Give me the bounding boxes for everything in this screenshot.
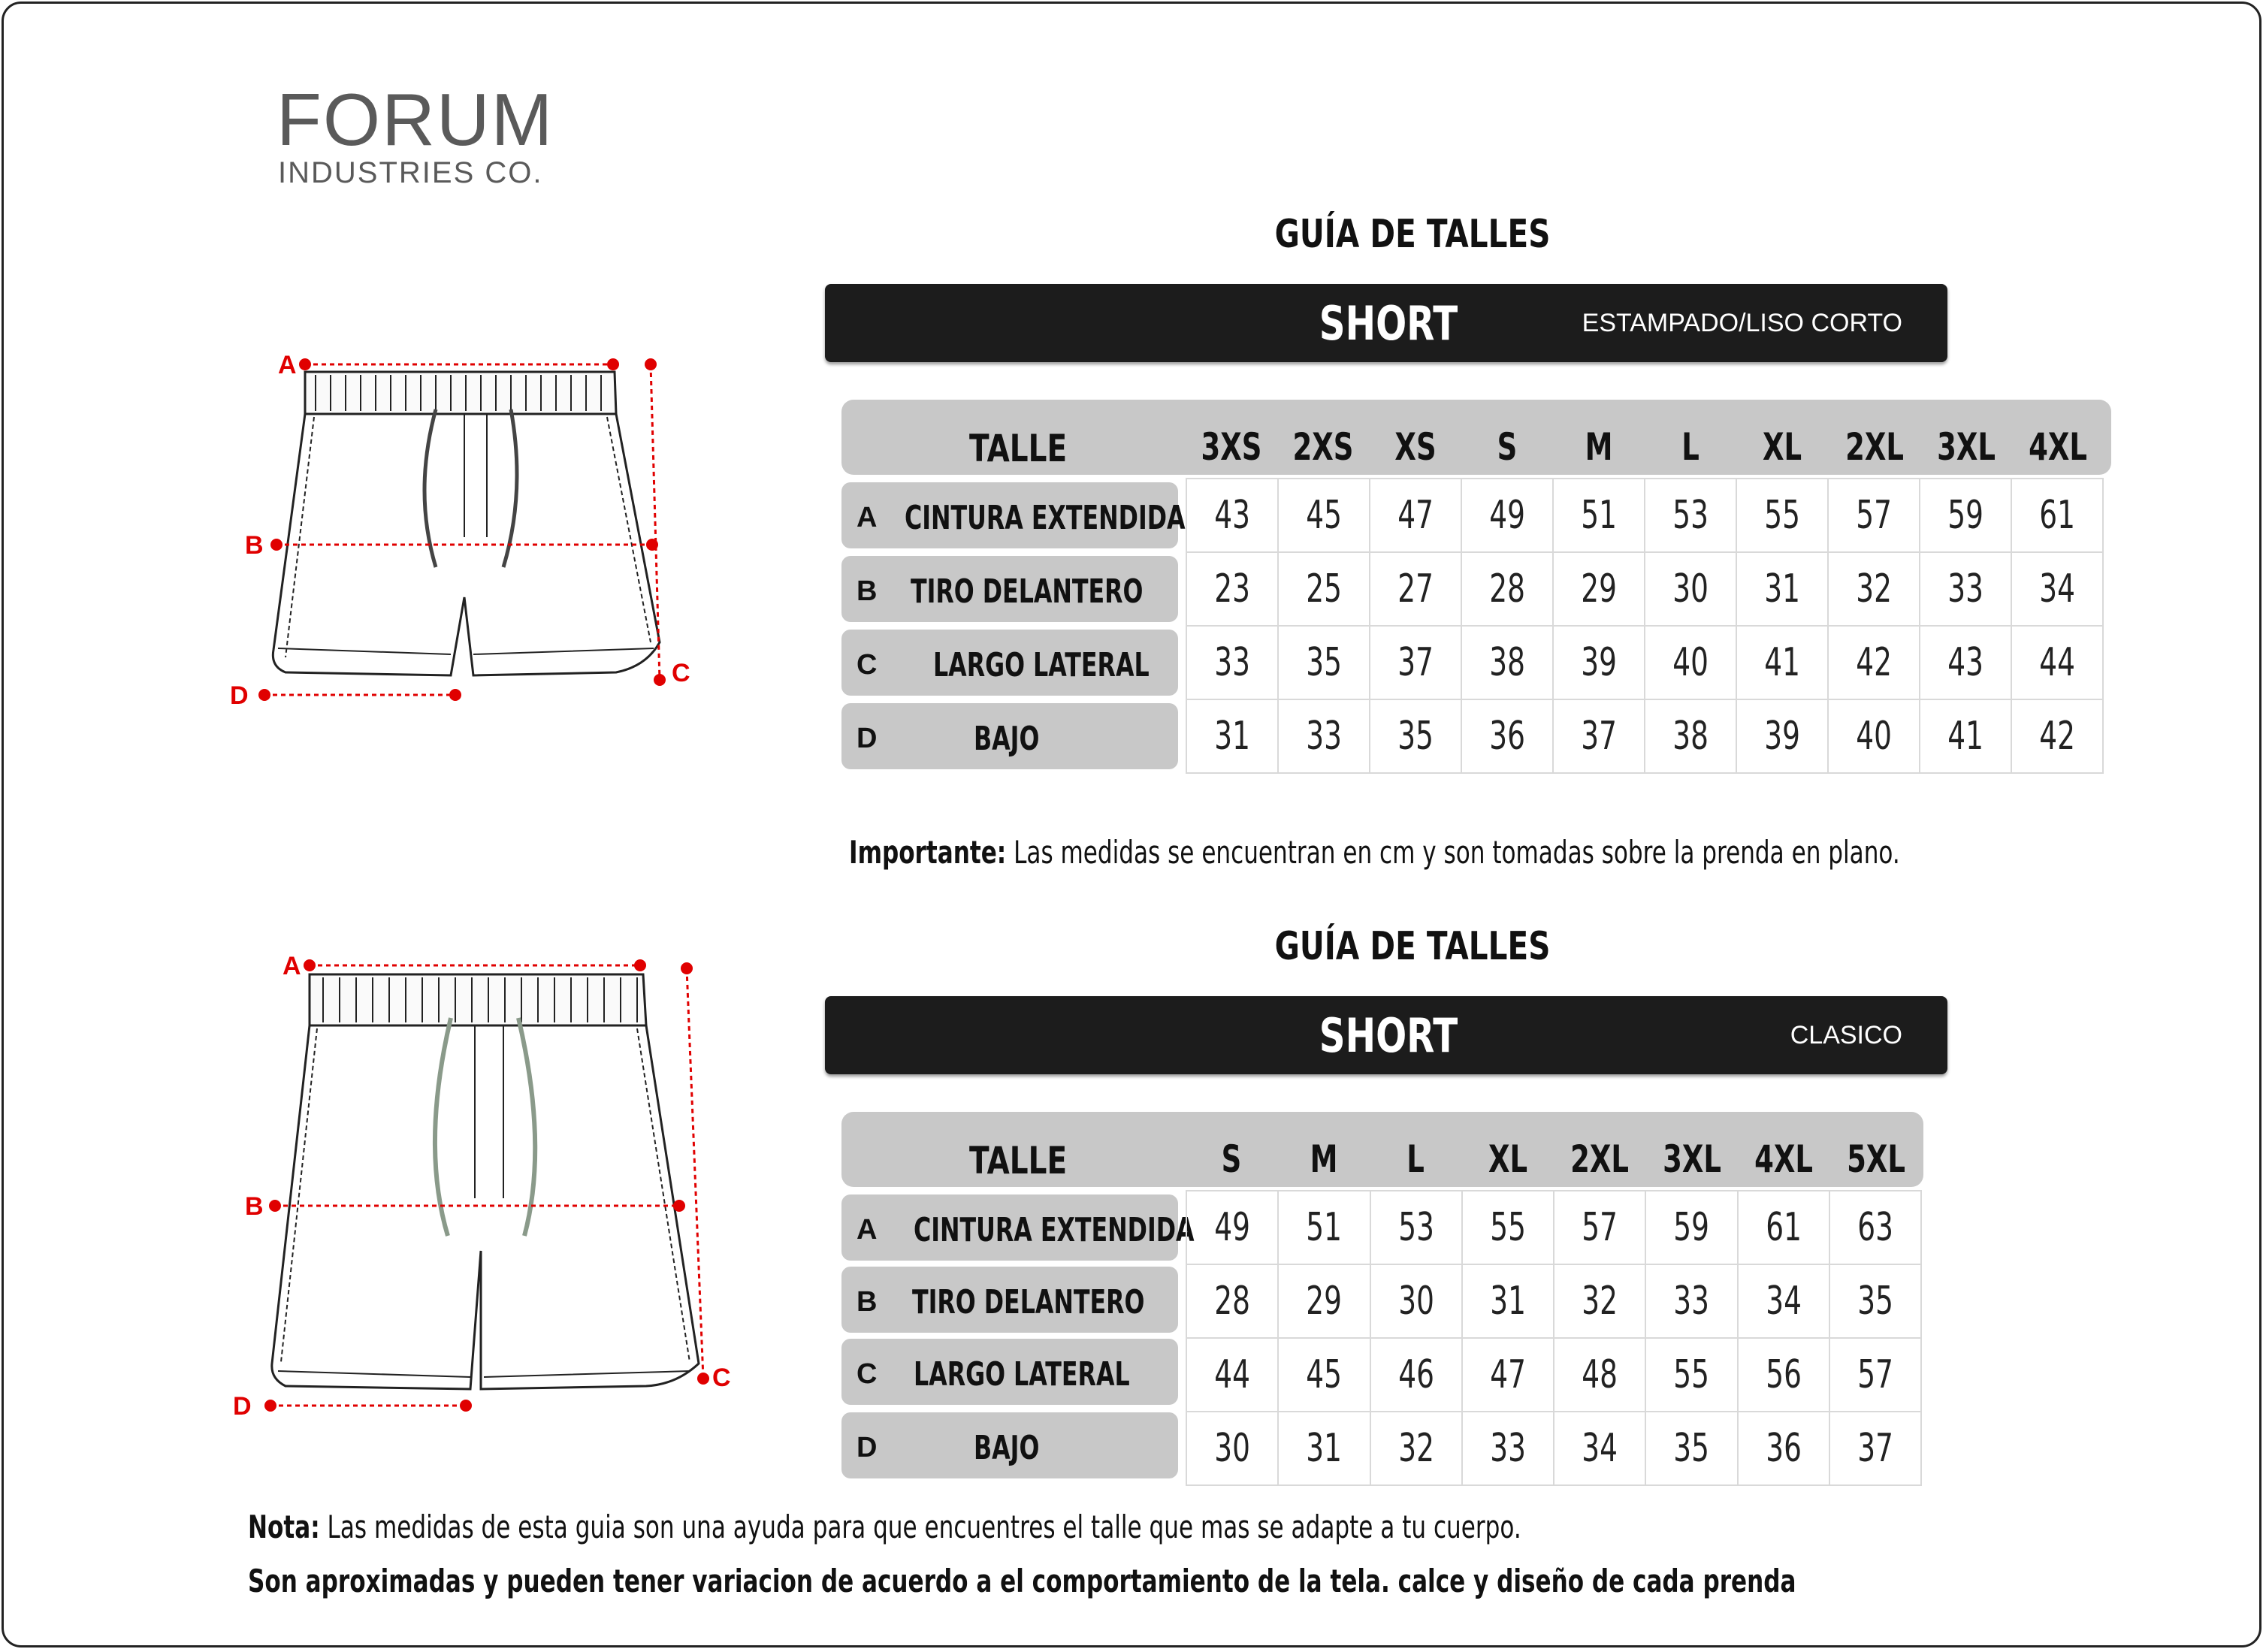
row-label-c xyxy=(841,630,1178,696)
value-cell xyxy=(1829,1338,1921,1412)
value-text: 41 xyxy=(1764,640,1800,685)
value-text: 33 xyxy=(1214,640,1250,685)
size-header-2xl: 2XL xyxy=(1570,1137,1630,1181)
value-text: 57 xyxy=(1582,1205,1618,1250)
measure-label-c: C xyxy=(672,659,690,687)
value-cell xyxy=(1278,699,1370,773)
row-label-text: TIRO DELANTERO xyxy=(911,572,1144,611)
value-text: 36 xyxy=(1765,1426,1802,1471)
value-cell xyxy=(2011,699,2103,773)
value-text: 55 xyxy=(1764,493,1800,538)
value-text: 28 xyxy=(1489,566,1525,612)
shorts-diagram-1 xyxy=(225,342,691,717)
product-banner-2 xyxy=(825,996,1947,1074)
value-text: 35 xyxy=(1397,714,1434,759)
value-text: 38 xyxy=(1489,640,1525,685)
product-name: SHORT xyxy=(1319,1008,1458,1063)
nota-line-1 xyxy=(248,1509,1521,1545)
value-text: 47 xyxy=(1397,493,1434,538)
measure-label-b: B xyxy=(245,1192,264,1221)
size-header-3xl: 3XL xyxy=(1936,425,1996,469)
value-text: 42 xyxy=(2039,714,2075,759)
measure-label-a: A xyxy=(278,351,297,379)
size-header-m: M xyxy=(1310,1137,1338,1181)
value-text: 55 xyxy=(1490,1205,1526,1250)
value-cell xyxy=(1828,552,1920,626)
value-text: 51 xyxy=(1306,1205,1343,1250)
row-label-b xyxy=(841,1267,1178,1333)
value-text: 33 xyxy=(1673,1279,1710,1324)
row-label-text: BAJO xyxy=(974,1429,1040,1467)
value-cell xyxy=(1645,699,1736,773)
important-text: Las medidas se encuentran en cm y son tomadas sobre la prenda en plano. xyxy=(1006,834,1900,871)
row-letter: A xyxy=(857,1214,878,1246)
value-text: 37 xyxy=(1581,714,1617,759)
value-cell xyxy=(1370,1338,1462,1412)
value-cell xyxy=(1186,552,1278,626)
size-header-5xl: 5XL xyxy=(1846,1137,1905,1181)
value-cell xyxy=(1829,1412,1921,1485)
value-cell xyxy=(1370,1264,1462,1338)
value-cell xyxy=(1645,1191,1737,1264)
value-text: 51 xyxy=(1581,493,1617,538)
value-cell xyxy=(1553,479,1645,552)
value-text: 31 xyxy=(1490,1279,1526,1324)
row-letter: A xyxy=(857,502,878,533)
value-text: 32 xyxy=(1582,1279,1618,1324)
nota-text-2: Son aproximadas y pueden tener variacion de acuerdo a el comportamiento de la tela. calce y diseño de cada prenda xyxy=(248,1563,1796,1599)
row-letter: B xyxy=(857,575,878,607)
value-cell xyxy=(1645,479,1736,552)
value-cell xyxy=(1461,479,1553,552)
table-row xyxy=(1186,1412,1921,1485)
value-cell xyxy=(1278,1338,1370,1412)
value-text: 32 xyxy=(1397,1426,1434,1471)
value-cell xyxy=(1278,479,1370,552)
product-name: SHORT xyxy=(1319,296,1458,351)
value-cell xyxy=(1645,552,1736,626)
value-text: 33 xyxy=(1947,566,1984,612)
row-letter: C xyxy=(857,649,878,681)
measure-label-d: D xyxy=(233,1392,252,1421)
row-label-text: TIRO DELANTERO xyxy=(912,1283,1145,1321)
value-cell xyxy=(1186,1191,1278,1264)
value-cell xyxy=(1461,626,1553,699)
value-text: 40 xyxy=(1856,714,1892,759)
table-row xyxy=(1186,1264,1921,1338)
row-label-text: LARGO LATERAL xyxy=(914,1355,1130,1394)
value-cell xyxy=(1736,552,1828,626)
value-cell xyxy=(1278,626,1370,699)
product-variant: CLASICO xyxy=(1790,1021,1902,1049)
value-text: 30 xyxy=(1214,1426,1250,1471)
size-header-4xl: 4XL xyxy=(1754,1137,1814,1181)
value-cell xyxy=(1828,626,1920,699)
row-letter: C xyxy=(857,1358,878,1390)
value-text: 46 xyxy=(1397,1352,1434,1397)
table-row xyxy=(1186,552,2103,626)
value-cell xyxy=(1370,699,1461,773)
talle-label: TALLE xyxy=(969,427,1068,470)
value-text: 41 xyxy=(1947,714,1984,759)
value-text: 35 xyxy=(1306,640,1342,685)
value-cell xyxy=(1738,1338,1829,1412)
value-cell xyxy=(1645,1412,1737,1485)
size-header-3xs: 3XS xyxy=(1201,425,1262,469)
size-header-xs: XS xyxy=(1394,425,1437,469)
value-cell xyxy=(1553,626,1645,699)
shorts-outline xyxy=(273,372,660,675)
value-text: 59 xyxy=(1673,1205,1710,1250)
size-header-2xl: 2XL xyxy=(1845,425,1904,469)
value-cell xyxy=(1828,479,1920,552)
value-text: 40 xyxy=(1672,640,1709,685)
value-text: 43 xyxy=(1214,493,1250,538)
value-text: 44 xyxy=(1214,1352,1250,1397)
value-text: 28 xyxy=(1214,1279,1250,1324)
value-cell xyxy=(1461,699,1553,773)
row-label-text: LARGO LATERAL xyxy=(933,646,1150,684)
value-text: 61 xyxy=(2039,493,2075,538)
value-cell xyxy=(1553,699,1645,773)
value-text: 30 xyxy=(1672,566,1709,612)
value-text: 57 xyxy=(1857,1352,1893,1397)
size-header-l: L xyxy=(1681,425,1700,469)
value-cell xyxy=(1186,479,1278,552)
value-text: 25 xyxy=(1306,566,1342,612)
value-cell xyxy=(1645,626,1736,699)
value-cell xyxy=(1554,1264,1645,1338)
measure-label-b: B xyxy=(245,531,264,560)
value-cell xyxy=(1186,1338,1278,1412)
row-letter: D xyxy=(857,1432,878,1463)
value-cell xyxy=(1370,1412,1462,1485)
table-row xyxy=(1186,479,2103,552)
value-cell xyxy=(1462,1191,1554,1264)
measure-label-d: D xyxy=(230,681,249,710)
value-text: 35 xyxy=(1673,1426,1710,1471)
value-cell xyxy=(1186,699,1278,773)
size-header-xl: XL xyxy=(1763,425,1802,469)
value-text: 35 xyxy=(1857,1279,1893,1324)
value-text: 36 xyxy=(1489,714,1525,759)
guide-title-2: GUÍA DE TALLES xyxy=(1274,924,1551,969)
value-text: 59 xyxy=(1947,493,1984,538)
row-letter: D xyxy=(857,723,878,754)
value-cell xyxy=(2011,479,2103,552)
value-cell xyxy=(1462,1264,1554,1338)
value-text: 48 xyxy=(1582,1352,1618,1397)
row-label-text: CINTURA EXTENDIDA xyxy=(914,1211,1195,1249)
value-text: 49 xyxy=(1489,493,1525,538)
row-label-text: CINTURA EXTENDIDA xyxy=(905,499,1186,537)
value-text: 53 xyxy=(1672,493,1709,538)
value-cell xyxy=(1554,1191,1645,1264)
value-text: 23 xyxy=(1214,566,1250,612)
row-label-a xyxy=(841,482,1186,548)
value-cell xyxy=(1920,479,2011,552)
table-row xyxy=(1186,1191,1921,1264)
size-header-xl: XL xyxy=(1488,1137,1527,1181)
value-text: 38 xyxy=(1672,714,1709,759)
nota-text-1: Las medidas de esta guia son una ayuda para que encuentres el talle que mas se adapte a tu cuerpo. xyxy=(319,1509,1521,1545)
value-text: 39 xyxy=(1581,640,1617,685)
value-cell xyxy=(1186,626,1278,699)
value-text: 47 xyxy=(1490,1352,1526,1397)
value-text: 63 xyxy=(1857,1205,1893,1250)
value-cell xyxy=(1738,1412,1829,1485)
row-label-text: BAJO xyxy=(974,720,1040,758)
value-text: 34 xyxy=(1765,1279,1802,1324)
value-cell xyxy=(1370,1191,1462,1264)
value-cell xyxy=(1278,1191,1370,1264)
value-cell xyxy=(1736,626,1828,699)
value-text: 39 xyxy=(1764,714,1800,759)
row-label-d xyxy=(841,1412,1178,1478)
nota-label: Nota: xyxy=(248,1509,320,1545)
value-text: 31 xyxy=(1214,714,1250,759)
measure-label-a: A xyxy=(282,952,301,980)
table-row xyxy=(1186,699,2103,773)
value-cell xyxy=(1462,1412,1554,1485)
value-text: 37 xyxy=(1397,640,1434,685)
row-letter: B xyxy=(857,1286,878,1318)
value-cell xyxy=(1736,699,1828,773)
product-banner-1 xyxy=(825,284,1947,362)
important-note xyxy=(849,834,1900,871)
value-cell xyxy=(1370,626,1461,699)
size-table-2 xyxy=(1186,1190,1922,1486)
size-table-1 xyxy=(1186,478,2104,774)
brand-subtitle: INDUSTRIES CO. xyxy=(278,156,543,189)
value-text: 55 xyxy=(1673,1352,1710,1397)
shorts-outline xyxy=(272,974,699,1389)
value-cell xyxy=(2011,552,2103,626)
value-text: 43 xyxy=(1947,640,1984,685)
row-label-d xyxy=(841,703,1178,769)
row-label-c xyxy=(841,1339,1178,1405)
product-variant: ESTAMPADO/LISO CORTO xyxy=(1582,309,1902,337)
value-cell xyxy=(1554,1338,1645,1412)
value-text: 34 xyxy=(2039,566,2075,612)
guide-title-1: GUÍA DE TALLES xyxy=(1274,212,1551,257)
row-label-b xyxy=(841,556,1178,622)
value-text: 32 xyxy=(1856,566,1892,612)
value-cell xyxy=(1278,552,1370,626)
value-cell xyxy=(1462,1338,1554,1412)
value-text: 33 xyxy=(1490,1426,1526,1471)
shorts-diagram-2 xyxy=(225,950,736,1431)
size-header-2xs: 2XS xyxy=(1292,425,1354,469)
value-text: 33 xyxy=(1306,714,1342,759)
value-cell xyxy=(1186,1412,1278,1485)
size-header-s: S xyxy=(1497,425,1518,469)
value-cell xyxy=(2011,626,2103,699)
value-text: 42 xyxy=(1856,640,1892,685)
value-text: 29 xyxy=(1306,1279,1343,1324)
value-text: 45 xyxy=(1306,1352,1343,1397)
value-text: 49 xyxy=(1214,1205,1250,1250)
value-text: 30 xyxy=(1397,1279,1434,1324)
value-cell xyxy=(1828,699,1920,773)
table-row xyxy=(1186,626,2103,699)
value-text: 31 xyxy=(1764,566,1800,612)
value-cell xyxy=(1920,699,2011,773)
value-text: 56 xyxy=(1765,1352,1802,1397)
value-cell xyxy=(1278,1412,1370,1485)
value-cell xyxy=(1829,1191,1921,1264)
value-cell xyxy=(1738,1191,1829,1264)
value-cell xyxy=(1370,552,1461,626)
value-text: 44 xyxy=(2039,640,2075,685)
value-cell xyxy=(1829,1264,1921,1338)
value-cell xyxy=(1278,1264,1370,1338)
value-text: 57 xyxy=(1856,493,1892,538)
size-header-m: M xyxy=(1585,425,1613,469)
nota-line-2 xyxy=(248,1563,1796,1599)
value-text: 45 xyxy=(1306,493,1342,538)
value-cell xyxy=(1645,1264,1737,1338)
value-text: 53 xyxy=(1397,1205,1434,1250)
size-header-4xl: 4XL xyxy=(2028,425,2087,469)
size-header-s: S xyxy=(1221,1137,1242,1181)
measure-label-c: C xyxy=(712,1364,731,1392)
value-cell xyxy=(1920,626,2011,699)
value-cell xyxy=(1738,1264,1829,1338)
size-header-3xl: 3XL xyxy=(1662,1137,1721,1181)
value-text: 34 xyxy=(1582,1426,1618,1471)
table-row xyxy=(1186,1338,1921,1412)
row-label-a xyxy=(841,1194,1195,1261)
size-header-l: L xyxy=(1406,1137,1425,1181)
talle-label: TALLE xyxy=(969,1139,1068,1182)
value-cell xyxy=(1920,552,2011,626)
value-text: 29 xyxy=(1581,566,1617,612)
value-text: 31 xyxy=(1306,1426,1343,1471)
value-cell xyxy=(1554,1412,1645,1485)
value-text: 37 xyxy=(1857,1426,1893,1471)
value-cell xyxy=(1736,479,1828,552)
value-cell xyxy=(1370,479,1461,552)
value-cell xyxy=(1461,552,1553,626)
value-cell xyxy=(1186,1264,1278,1338)
brand-logo: FORUM xyxy=(276,78,554,161)
value-cell xyxy=(1645,1338,1737,1412)
value-text: 61 xyxy=(1765,1205,1802,1250)
value-cell xyxy=(1553,552,1645,626)
value-text: 27 xyxy=(1397,566,1434,612)
important-label: Importante: xyxy=(849,834,1007,871)
